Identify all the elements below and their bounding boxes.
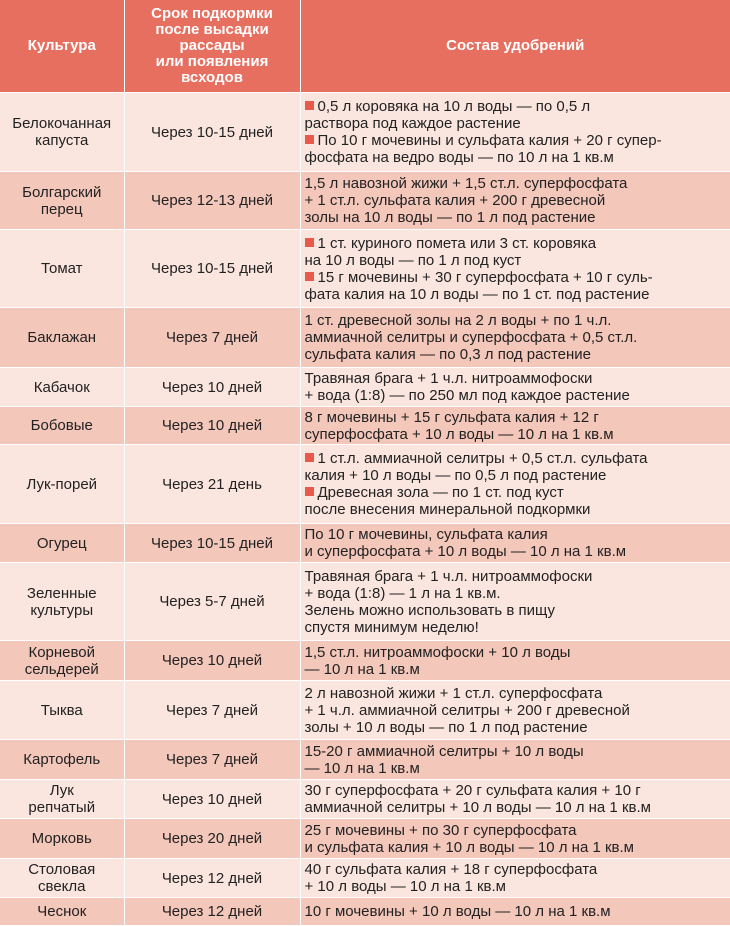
- composition-text: 15-20 г аммиачной селитры + 10 л воды — 10 л на 1 кв.м: [304, 742, 584, 777]
- composition-cell: [300, 819, 730, 859]
- composition-cell: [300, 780, 730, 819]
- culture-cell: Томат: [0, 230, 124, 308]
- composition-cell: [300, 308, 730, 368]
- table-row: [0, 740, 730, 780]
- composition-text: По 10 г мочевины и сульфата калия + 20 г супер- фосфата на ведро воды — по 10 л на 1 кв.м: [304, 132, 662, 166]
- table-row: [0, 524, 730, 563]
- table-row: [0, 172, 730, 230]
- composition-cell: [300, 368, 730, 407]
- composition-text: 1,5 ст.л. нитроаммофоски + 10 л воды — 10 л на 1 кв.м: [304, 643, 571, 678]
- composition-text: 2 л навозной жижи + 1 ст.л. суперфосфата + 1 ч.л. аммиачной селитры + 200 г древесной золы + 10 л воды — по 1 л под растение: [304, 684, 630, 736]
- table-row: [0, 93, 730, 172]
- composition-text: По 10 г мочевины, сульфата калия и суперфосфата + 10 л воды — 10 л на 1 кв.м: [304, 526, 627, 560]
- table-row: [0, 563, 730, 641]
- composition-text: Травяная брага + 1 ч.л. нитроаммофоски + вода (1:8) — по 250 мл под каждое растение: [304, 370, 630, 404]
- culture-cell: Белокочанная капуста: [0, 93, 124, 172]
- composition-text: 30 г суперфосфата + 20 г сульфата калия + 10 г аммиачной селитры + 10 л воды — 10 л на 1 кв.м: [304, 782, 651, 816]
- composition-cell: [300, 407, 730, 445]
- table-row: [0, 681, 730, 740]
- term-cell: Через 10 дней: [124, 780, 300, 819]
- composition-cell: [300, 445, 730, 524]
- composition-cell: [300, 859, 730, 898]
- table-row: [0, 407, 730, 445]
- term-cell: Через 12 дней: [124, 859, 300, 898]
- header-composition: Состав удобрений: [300, 0, 730, 93]
- bullet-square-icon: [305, 453, 314, 462]
- culture-cell: Зеленные культуры: [0, 563, 124, 641]
- table-row: [0, 859, 730, 898]
- composition-text: 1 ст.л. аммиачной селитры + 0,5 ст.л. сульфата калия + 10 л воды — по 0,5 л под растение: [304, 450, 648, 484]
- composition-cell: [300, 740, 730, 780]
- term-cell: Через 10-15 дней: [124, 93, 300, 172]
- bullet-square-icon: [305, 101, 314, 110]
- term-cell: Через 12 дней: [124, 898, 300, 926]
- header-culture: Культура: [0, 0, 124, 93]
- culture-cell: Огурец: [0, 524, 124, 563]
- table-row: [0, 819, 730, 859]
- term-cell: Через 10 дней: [124, 641, 300, 681]
- culture-cell: Болгарский перец: [0, 172, 124, 230]
- header-term: Срок подкормки после высадки рассады или появления всходов: [124, 0, 300, 93]
- bullet-square-icon: [305, 238, 314, 247]
- culture-cell: Бобовые: [0, 407, 124, 445]
- composition-cell: [300, 93, 730, 172]
- composition-text: 10 г мочевины + 10 л воды — 10 л на 1 кв.м: [304, 903, 611, 920]
- composition-cell: [300, 681, 730, 740]
- table-row: [0, 641, 730, 681]
- term-cell: Через 5-7 дней: [124, 563, 300, 641]
- term-cell: Через 20 дней: [124, 819, 300, 859]
- table-header-row: [0, 0, 730, 93]
- culture-cell: Тыква: [0, 681, 124, 740]
- composition-text: 25 г мочевины + по 30 г суперфосфата и сульфата калия + 10 л воды — 10 л на 1 кв.м: [304, 821, 634, 856]
- bullet-square-icon: [305, 272, 314, 281]
- term-cell: Через 10-15 дней: [124, 524, 300, 563]
- composition-text: 1 ст. куриного помета или 3 ст. коровяка на 10 л воды — по 1 л под куст: [304, 234, 597, 269]
- composition-cell: [300, 641, 730, 681]
- culture-cell: Чеснок: [0, 898, 124, 926]
- composition-text: 8 г мочевины + 15 г сульфата калия + 12 г суперфосфата + 10 л воды — 10 л на 1 кв.м: [304, 408, 614, 443]
- composition-text: 1,5 л навозной жижи + 1,5 ст.л. суперфосфата + 1 ст.л. сульфата калия + 200 г древесной золы на 10 л воды — по 1 л под растение: [304, 175, 628, 226]
- composition-cell: [300, 563, 730, 641]
- composition-text: Травяная брага + 1 ч.л. нитроаммофоски + вода (1:8) — 1 л на 1 кв.м. Зелень можно использовать в пищу спустя минимум неделю!: [304, 567, 593, 636]
- table-row: [0, 308, 730, 368]
- culture-cell: Картофель: [0, 740, 124, 780]
- culture-cell: Корневой сельдерей: [0, 641, 124, 681]
- composition-text: 1 ст. древесной золы на 2 л воды + по 1 ч.л. аммиачной селитры и суперфосфата + 0,5 ст.л. сульфата калия — по 0,3 л под растение: [304, 312, 638, 363]
- composition-cell: [300, 898, 730, 926]
- culture-cell: Столовая свекла: [0, 859, 124, 898]
- bullet-square-icon: [305, 135, 314, 144]
- table-row: [0, 898, 730, 926]
- table-row: [0, 230, 730, 308]
- term-cell: Через 12-13 дней: [124, 172, 300, 230]
- composition-cell: [300, 172, 730, 230]
- term-cell: Через 21 день: [124, 445, 300, 524]
- composition-text: Древесная зола — по 1 ст. под куст после внесения минеральной подкормки: [304, 484, 591, 518]
- bullet-square-icon: [305, 487, 314, 496]
- composition-cell: [300, 230, 730, 308]
- table-row: [0, 780, 730, 819]
- culture-cell: Баклажан: [0, 308, 124, 368]
- composition-text: 15 г мочевины + 30 г суперфосфата + 10 г суль- фата калия на 10 л воды — по 1 ст. под растение: [304, 268, 653, 303]
- culture-cell: Лук-порей: [0, 445, 124, 524]
- table-body: [0, 93, 730, 926]
- term-cell: Через 10-15 дней: [124, 230, 300, 308]
- term-cell: Через 7 дней: [124, 740, 300, 780]
- culture-cell: Лук репчатый: [0, 780, 124, 819]
- composition-cell: [300, 524, 730, 563]
- table-row: [0, 445, 730, 524]
- term-cell: Через 10 дней: [124, 407, 300, 445]
- composition-text: 40 г сульфата калия + 18 г суперфосфата + 10 л воды — 10 л на 1 кв.м: [304, 861, 598, 895]
- culture-cell: Кабачок: [0, 368, 124, 407]
- term-cell: Через 10 дней: [124, 368, 300, 407]
- culture-cell: Морковь: [0, 819, 124, 859]
- table-row: [0, 368, 730, 407]
- composition-text: 0,5 л коровяка на 10 л воды — по 0,5 л раствора под каждое растение: [304, 98, 591, 132]
- term-cell: Через 7 дней: [124, 681, 300, 740]
- term-cell: Через 7 дней: [124, 308, 300, 368]
